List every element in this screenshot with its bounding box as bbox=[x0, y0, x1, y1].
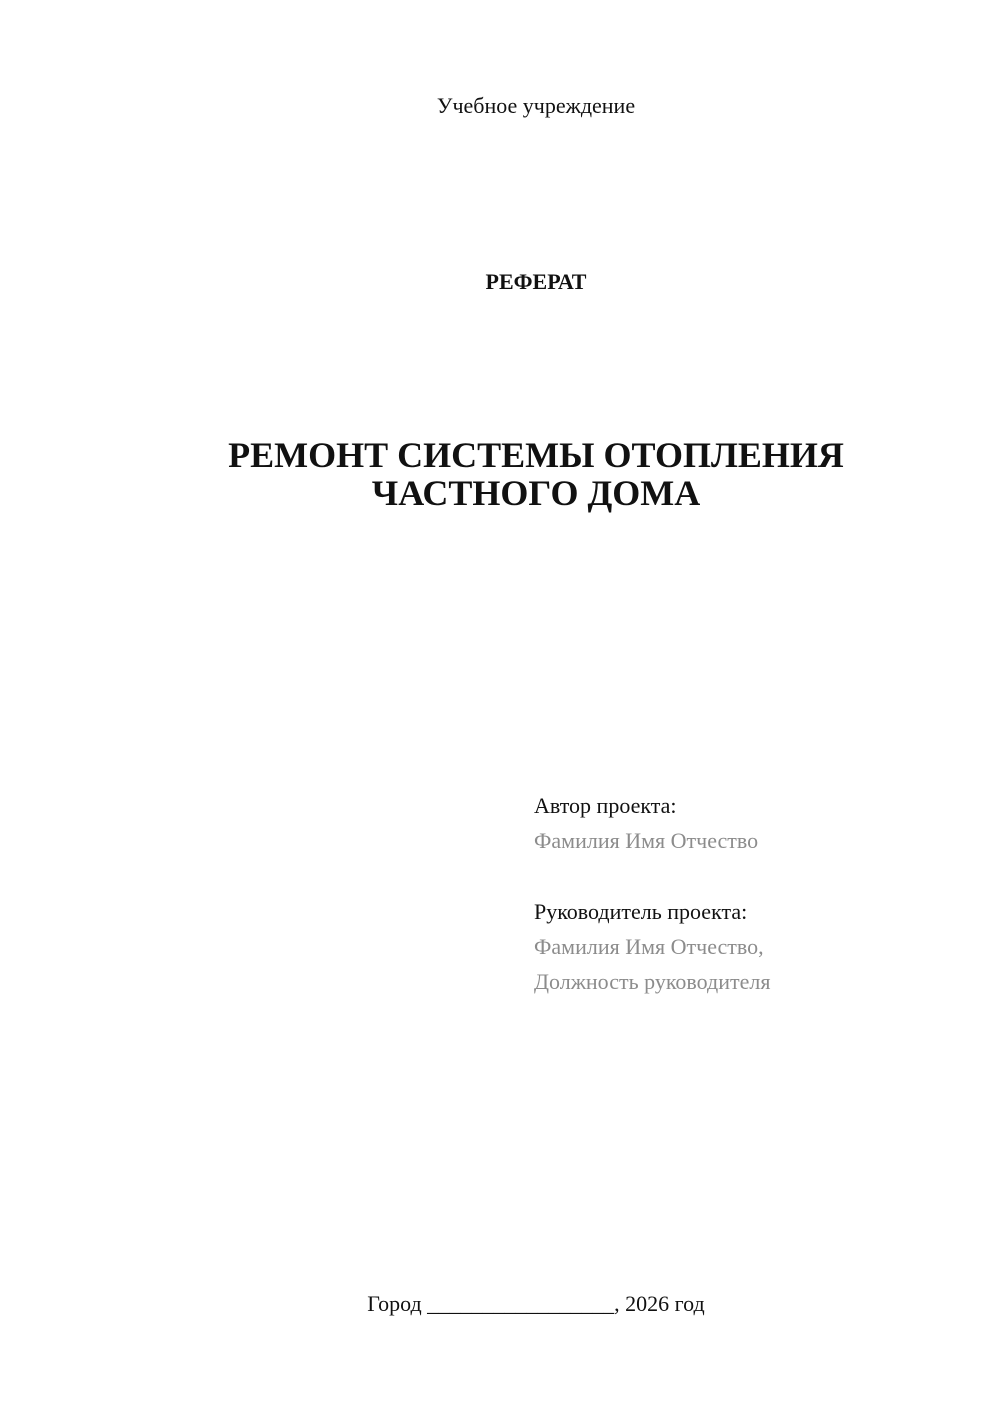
institution-name: Учебное учреждение bbox=[436, 93, 636, 118]
supervisor-position: Должность руководителя bbox=[534, 969, 771, 994]
city-year-line: Город _________________, 2026 год bbox=[367, 1291, 705, 1316]
supervisor-name: Фамилия Имя Отчество, bbox=[534, 934, 764, 959]
document-title-line-2: ЧАСТНОГО ДОМА bbox=[371, 473, 701, 513]
document-title-line-1: РЕМОНТ СИСТЕМЫ ОТОПЛЕНИЯ bbox=[228, 435, 844, 475]
supervisor-label: Руководитель проекта: bbox=[534, 899, 748, 924]
document-type: РЕФЕРАТ bbox=[485, 269, 587, 294]
author-name: Фамилия Имя Отчество bbox=[534, 828, 759, 853]
spacer bbox=[534, 858, 974, 894]
author-label: Автор проекта: bbox=[534, 793, 677, 818]
document-title bbox=[0, 436, 1000, 512]
people-block bbox=[534, 788, 974, 999]
